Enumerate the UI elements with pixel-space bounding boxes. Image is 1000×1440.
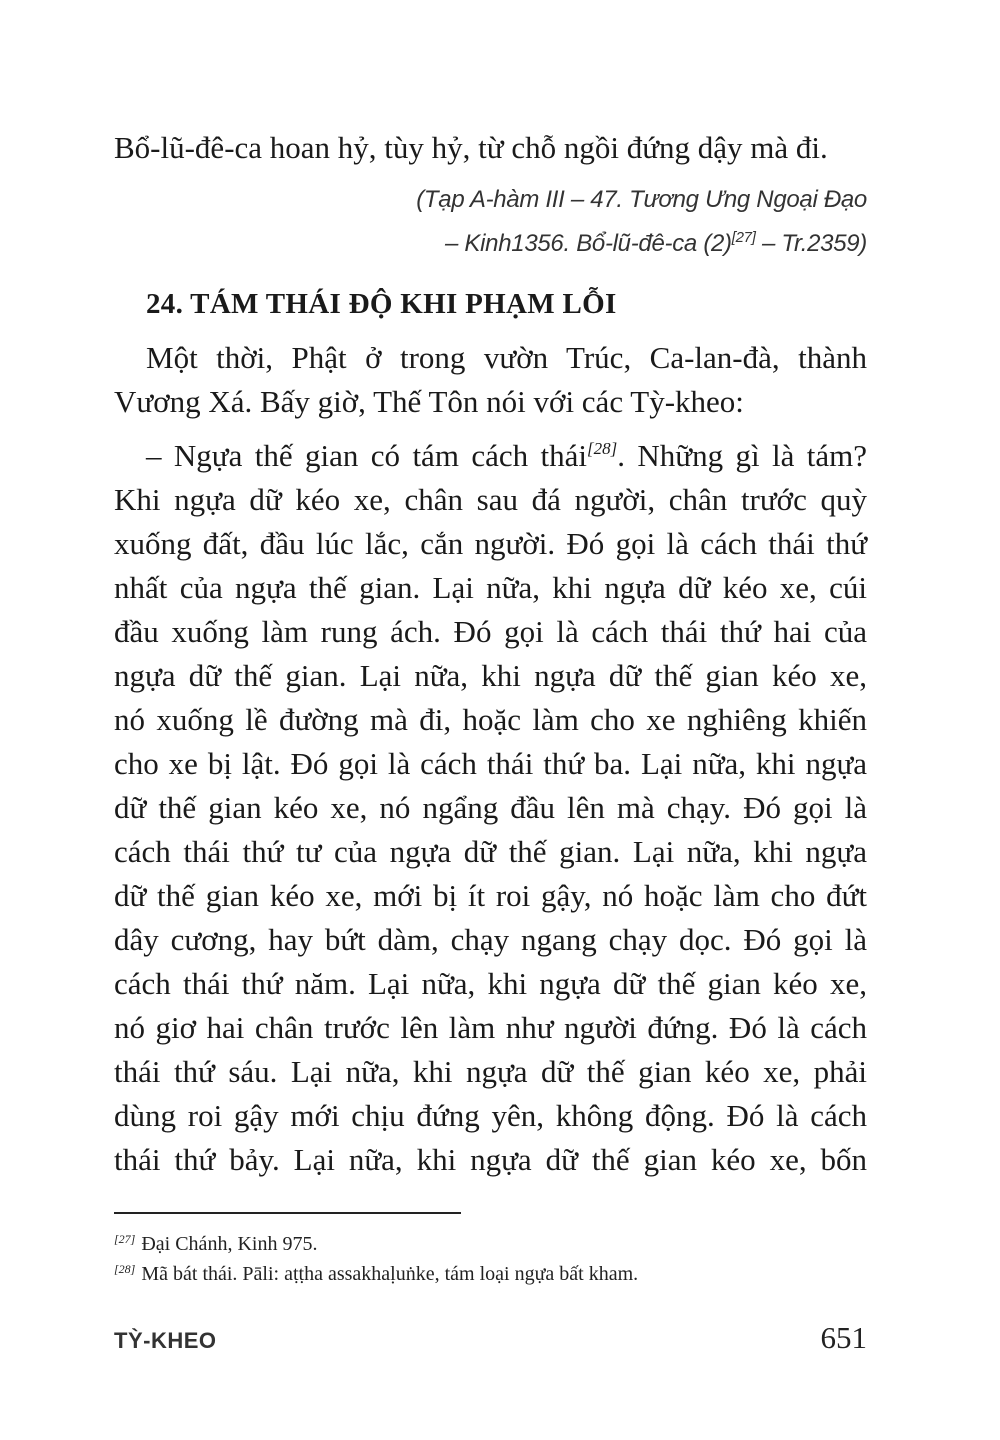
page-number: 651: [820, 1320, 867, 1355]
citation-text-end: – Tr.2359): [755, 230, 867, 257]
footnote-ref-27: [27]: [731, 229, 756, 246]
para2-line-1: [146, 434, 867, 478]
footnote-27: [114, 1230, 317, 1258]
para2-line: dùng roi gậy mới chịu đứng yên, không động. Đó là cách: [114, 1098, 867, 1133]
footnote-text: Đại Chánh, Kinh 975.: [141, 1233, 318, 1255]
footnote-marker: [28]: [114, 1262, 136, 1276]
para2-line: nhất của ngựa thế gian. Lại nữa, khi ngựa dữ kéo xe, cúi: [114, 570, 867, 605]
footnote-divider: [114, 1212, 461, 1214]
citation-line-2: [445, 222, 867, 260]
para2-line: thái thứ sáu. Lại nữa, khi ngựa dữ thế gian kéo xe, phải: [114, 1054, 867, 1089]
para1-line-1: Một thời, Phật ở trong vườn Trúc, Ca-lan-đà, thành: [146, 340, 867, 375]
para2-line: ngựa dữ thế gian. Lại nữa, khi ngựa dữ thế gian kéo xe,: [114, 658, 867, 693]
para2-line: dữ thế gian kéo xe, nó ngẩng đầu lên mà chạy. Đó gọi là: [114, 790, 867, 825]
para1-line-2: Vương Xá. Bấy giờ, Thế Tôn nói với các Tỳ-kheo:: [114, 384, 744, 419]
para2-line: cách thái thứ tư của ngựa dữ thế gian. Lại nữa, khi ngựa: [114, 834, 867, 869]
para2-line: Khi ngựa dữ kéo xe, chân sau đá người, chân trước quỳ: [114, 482, 867, 517]
para2-line: dây cương, hay bứt dàm, chạy ngang chạy dọc. Đó gọi là: [114, 922, 867, 957]
top-line: Bổ-lũ-đê-ca hoan hỷ, tùy hỷ, từ chỗ ngồi đứng dậy mà đi.: [114, 130, 828, 165]
citation-line-1: (Tạp A-hàm III – 47. Tương Ưng Ngoại Đạo: [416, 186, 867, 213]
footnote-ref-28: [28]: [587, 439, 618, 458]
para2-line: nó giơ hai chân trước lên làm như người đứng. Đó là cách: [114, 1010, 867, 1045]
para2-line: xuống đất, đầu lúc lắc, cắn người. Đó gọi là cách thái thứ: [114, 526, 867, 561]
para2-line: đầu xuống làm rung ách. Đó gọi là cách thái thứ hai của: [114, 614, 867, 649]
para2-line: cách thái thứ năm. Lại nữa, khi ngựa dữ thế gian kéo xe,: [114, 966, 867, 1001]
footnote-28: [114, 1260, 638, 1288]
para2-line: nó xuống lề đường mà đi, hoặc làm cho xe nghiêng khiến: [114, 702, 867, 737]
section-heading: 24. TÁM THÁI ĐỘ KHI PHẠM LỖI: [146, 288, 617, 320]
footnote-text: Mã bát thái. Pāli: aṭṭha assakhaḷuṅke, tám loại ngựa bất kham.: [141, 1263, 639, 1285]
para2-line: cho xe bị lật. Đó gọi là cách thái thứ ba. Lại nữa, khi ngựa: [114, 746, 867, 781]
para2-text-end: . Những gì là tám?: [617, 438, 867, 473]
para2-line: dữ thế gian kéo xe, mới bị ít roi gậy, nó hoặc làm cho đứt: [114, 878, 867, 913]
running-footer-title: TỲ-KHEO: [114, 1328, 217, 1353]
para2-text: – Ngựa thế gian có tám cách thái: [146, 438, 587, 473]
para2-line: thái thứ bảy. Lại nữa, khi ngựa dữ thế gian kéo xe, bốn: [114, 1142, 867, 1177]
footnote-marker: [27]: [114, 1232, 136, 1246]
citation-text: – Kinh1356. Bổ-lũ-đê-ca (2): [445, 230, 732, 257]
